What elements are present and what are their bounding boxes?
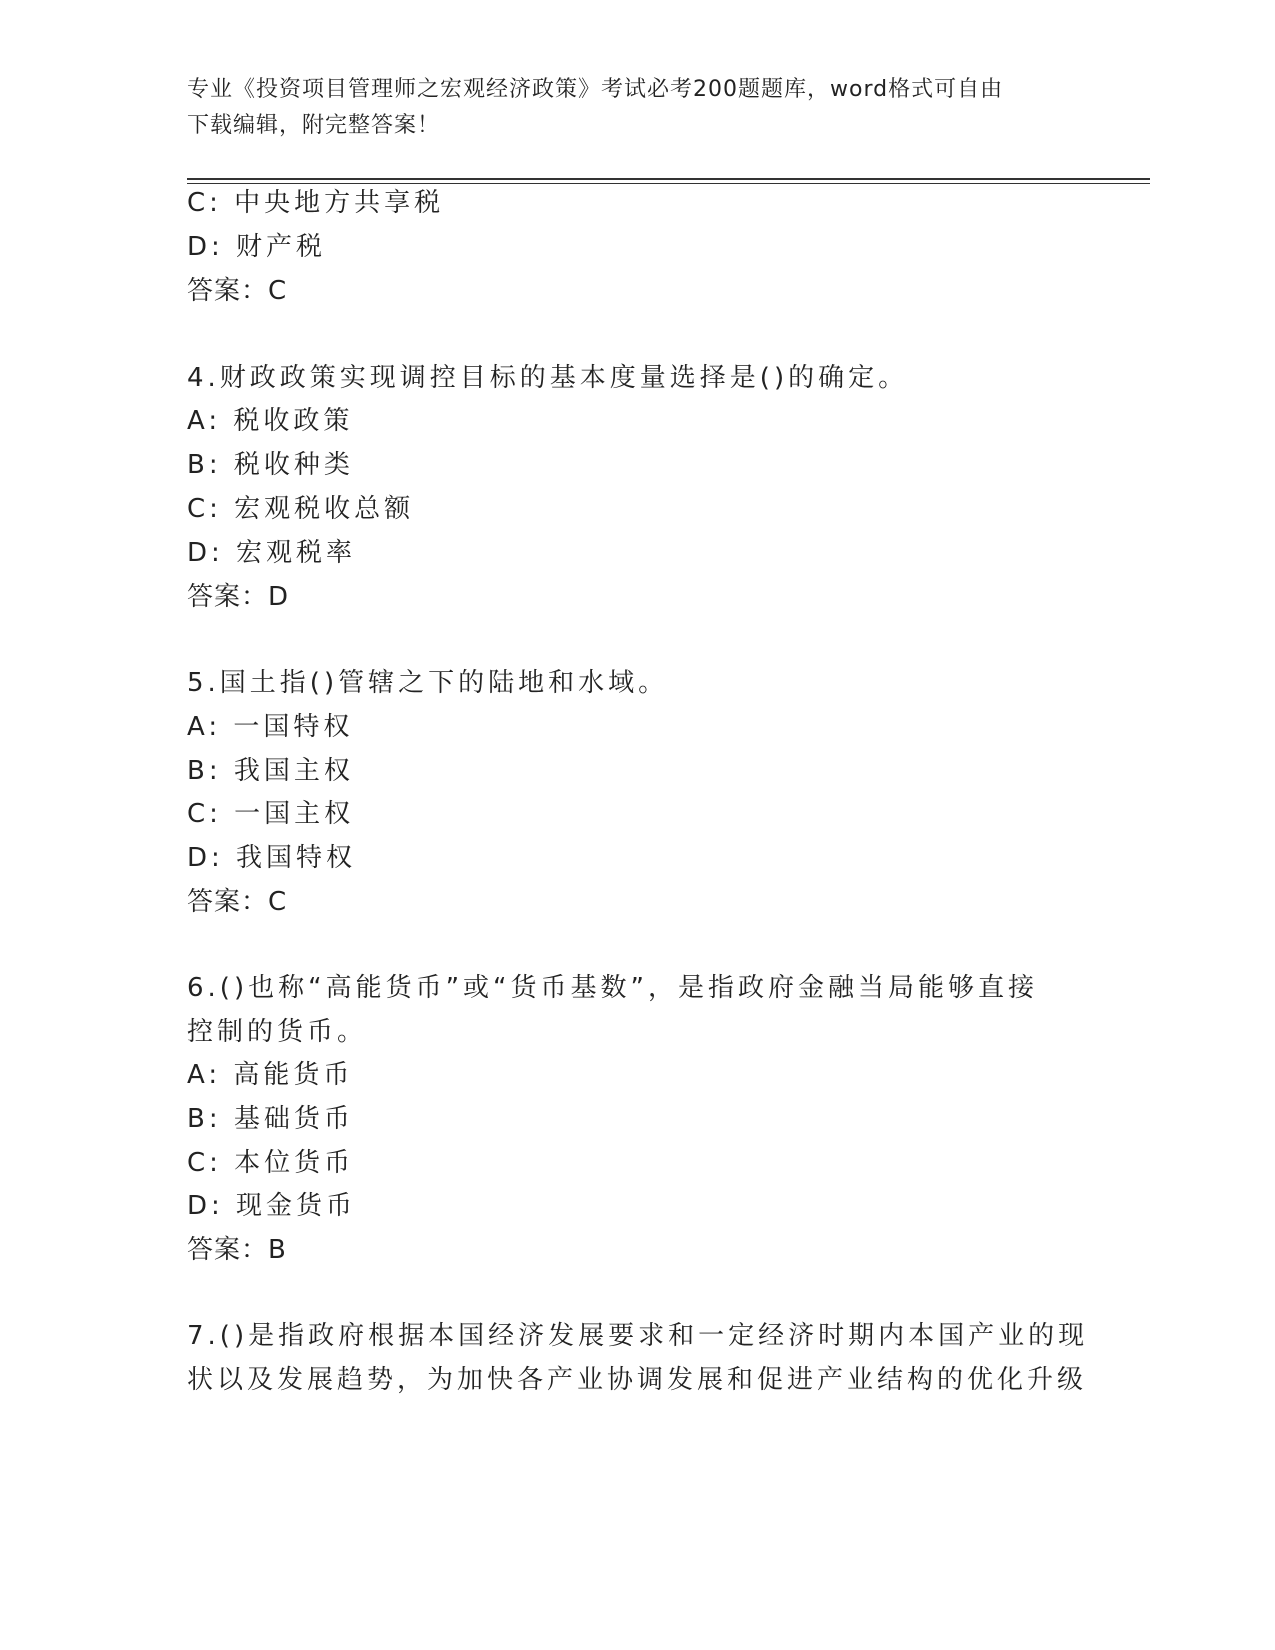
q4-answer: 答案：D (187, 582, 290, 612)
q4-question: 4.财政政策实现调控目标的基本度量选择是()的确定。 (187, 363, 909, 393)
q4-option-d: D: 宏观税率 (187, 538, 357, 568)
q3-option-d: D: 财产税 (187, 232, 327, 262)
q3-answer: 答案：C (187, 276, 288, 306)
q5-option-b: B: 我国主权 (187, 756, 354, 786)
q4-option-c: C: 宏观税收总额 (187, 494, 415, 524)
q5-answer: 答案：C (187, 887, 288, 917)
q6-question-line-2: 控制的货币。 (187, 1017, 368, 1047)
q3-option-c: C: 中央地方共享税 (187, 188, 445, 218)
q6-option-b: B: 基础货币 (187, 1104, 354, 1134)
q7-question-line-1: 7.()是指政府根据本国经济发展要求和一定经济时期内本国产业的现 (187, 1321, 1089, 1351)
q6-option-d: D: 现金货币 (187, 1191, 357, 1221)
q7-question-line-2: 状以及发展趋势，为加快各产业协调发展和促进产业结构的优化升级 (187, 1365, 1088, 1395)
header-divider-thin (187, 183, 1150, 184)
q4-option-b: B: 税收种类 (187, 450, 354, 480)
header-title-line-2: 下载编辑，附完整答案！ (187, 113, 441, 138)
q6-option-c: C: 本位货币 (187, 1148, 355, 1178)
q6-question-line-1: 6.()也称“高能货币”或“货币基数”，是指政府金融当局能够直接 (187, 973, 1038, 1003)
q4-option-a: A: 税收政策 (187, 406, 354, 436)
header-title-line-1: 专业《投资项目管理师之宏观经济政策》考试必考200题题库，word格式可自由 (187, 77, 1004, 102)
q5-option-d: D: 我国特权 (187, 843, 357, 873)
q6-option-a: A: 高能货币 (187, 1060, 354, 1090)
q5-option-c: C: 一国主权 (187, 799, 355, 829)
q5-option-a: A: 一国特权 (187, 712, 354, 742)
document-header (187, 72, 1067, 144)
q6-answer: 答案：B (187, 1235, 287, 1265)
q5-question: 5.国土指()管辖之下的陆地和水域。 (187, 668, 669, 698)
header-divider-thick (187, 178, 1150, 180)
